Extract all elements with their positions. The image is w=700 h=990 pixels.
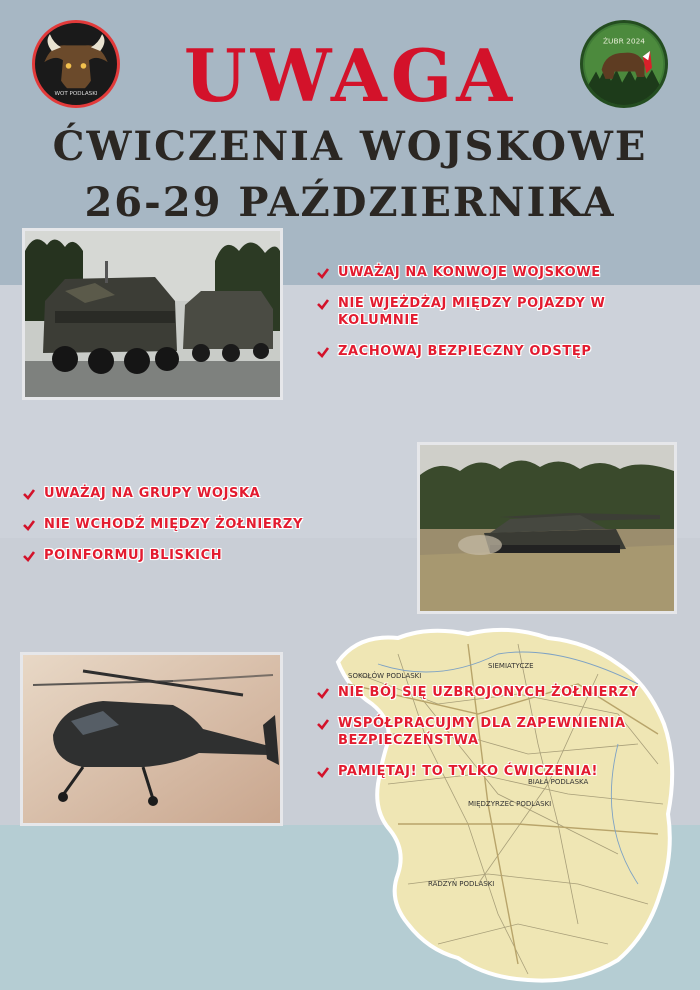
check-icon bbox=[22, 518, 36, 532]
list-item: NIE WJEŻDŻAJ MIĘDZY POJAZDY W KOLUMNIE bbox=[316, 295, 656, 329]
troops-tips-list bbox=[22, 485, 382, 578]
list-item: NIE BÓJ SIĘ UZBROJONYCH ŻOŁNIERZY bbox=[316, 684, 686, 701]
check-icon bbox=[316, 297, 330, 311]
check-icon bbox=[22, 549, 36, 563]
subtitle-dates: 26-29 PAŹDZIERNIKA bbox=[84, 179, 616, 226]
left-logo-text: WOT PODLASKI bbox=[54, 90, 98, 97]
map-label-radzyn: RADZYŃ PODLASKI bbox=[428, 880, 495, 888]
list-item: UWAŻAJ NA KONWOJE WOJSKOWE bbox=[316, 264, 656, 281]
check-icon bbox=[316, 345, 330, 359]
map-label-miedzyrzec: MIĘDZYRZEC PODLASKI bbox=[468, 800, 552, 808]
list-item: PAMIĘTAJ! TO TYLKO ĆWICZENIA! bbox=[316, 763, 686, 780]
list-item: WSPÓŁPRACUJMY DLA ZAPEWNIENIA BEZPIECZEŃSTWA bbox=[316, 715, 686, 749]
subtitle-exercise: ĆWICZENIA WOJSKOWE bbox=[52, 123, 648, 170]
safety-tips-list bbox=[316, 684, 686, 794]
check-icon bbox=[316, 765, 330, 779]
list-item: POINFORMUJ BLISKICH bbox=[22, 547, 382, 564]
check-icon bbox=[316, 266, 330, 280]
list-item: UWAŻAJ NA GRUPY WOJSKA bbox=[22, 485, 382, 502]
armored-convoy-photo bbox=[22, 228, 283, 400]
convoy-tips-list bbox=[316, 264, 656, 374]
helicopter-photo bbox=[20, 652, 283, 826]
map-label-sokolow: SOKOŁÓW PODLASKI bbox=[348, 672, 422, 680]
check-icon bbox=[316, 686, 330, 700]
map-label-biala: BIAŁA PODLASKA bbox=[528, 778, 589, 786]
map-label-siematycze: SIEMIATYCZE bbox=[488, 662, 534, 670]
list-item: ZACHOWAJ BEZPIECZNY ODSTĘP bbox=[316, 343, 656, 360]
check-icon bbox=[22, 487, 36, 501]
check-icon bbox=[316, 717, 330, 731]
region-map bbox=[318, 624, 680, 986]
page-title: UWAGA bbox=[183, 33, 517, 118]
tank-photo bbox=[417, 442, 677, 614]
list-item: NIE WCHODŹ MIĘDZY ŻOŁNIERZY bbox=[22, 516, 382, 533]
right-logo-text: ŻUBR 2024 bbox=[602, 36, 646, 46]
